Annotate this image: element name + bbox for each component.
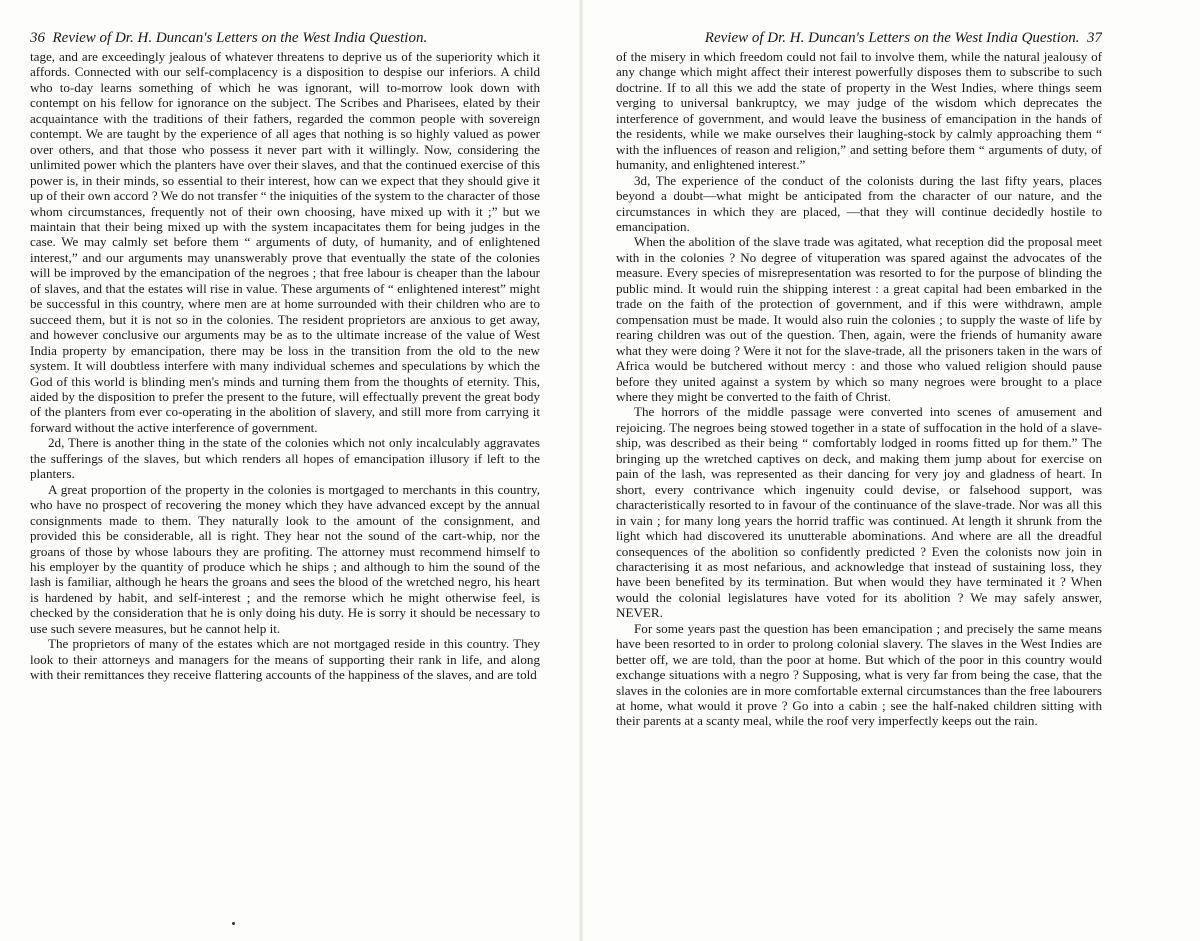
right-page-title [705,30,1102,47]
right-paragraph-3: When the abolition of the slave trade was agitated, what reception did the proposal meet with in the colonies ? No degree of vituperation was spared against the advocates of the measure. Every species of misrepresentation was resorted to for the purpose of blinding the public mind. It would ruin the shipping interest : a great capital had been embarked in the trade on the faith of the protection of government, and if this were withdrawn, ample compensation must be made. It would also ruin the colonies ; to supply the waste of life by rearing children was out of the question. Then, again, were the friends of humanity aware what they were doing ? Were it not for the slave-trade, all the prisoners taken in the wars of Africa would be butchered without mercy : and those who valued religion should pause before they united against a system by which so many negroes were brought to a place where they might be converted to the faith of Christ. [616,234,1102,404]
left-paragraph-1: tage, and are exceedingly jealous of whatever threatens to deprive us of the superiority which it affords. Connected with our self-complacency is a disposition to despise our inferiors. A child who to-day learns something of which he was ignorant, will to-morrow look down with contempt on his fellow for ignorance on the subject. The Scribes and Pharisees, elated by their acquaintance with the traditions of their fathers, regarded the common people with sovereign contempt. We are taught by the experience of all ages that nothing is so highly valued as power over others, and that those who possess it never part with it willingly. Now, considering the unlimited power which the planters have over their slaves, and that the continued exercise of this power is, in their minds, so essential to their interest, how can we expect that they should give it up of their own accord ? We do not transfer “ the iniquities of the system to the character of those whom circumstances, frequently not of their own choosing, have mixed up with it ;” but we maintain that their being mixed up with the system incapacitates them for being judges in the case. We may calmly set before them “ arguments of duty, of humanity, and of enlightened interest,” and our arguments may unanswerably prove that eventually the state of the colonies will be improved by the emancipation of the negroes ; that free labour is cheaper than the labour of slaves, and that the estates will rise in value. These arguments of “ enlightened interest” might be successful in this country, where men are at home surrounded with their children who are to succeed them, but it is not so in the colonies. The resident proprietors are anxious to get away, and however conclusive our arguments may be as to the ultimate increase of the value of West India property by emancipation, there may be loss in the transition from the old to the new system. It will doubtless interfere with many individual schemes and speculations by which the God of this world is blinding men's minds and turning them from the thoughts of eternity. This, aided by the disposition to prefer the present to the future, will effectually prevent the great body of the planters from ever co-operating in the abolition of slavery, and still more from carrying it forward without the active interference of government. [30,49,540,435]
left-paragraph-2: 2d, There is another thing in the state of the colonies which not only incalculably aggravates the sufferings of the slaves, but which renders all hopes of emancipation illusory if left to the planters. [30,435,540,482]
right-paragraph-4: The horrors of the middle passage were converted into scenes of amusement and rejoicing. The negroes being stowed together in a state of suffocation in the hold of a slave-ship, was described as their being “ comfortably lodged in rooms fitted up for them.” The bringing up the wretched captives on deck, and making them jump about for exercise on pain of the lash, was represented as their dancing for very joy and gladness of heart. In short, every contrivance which ingenuity could devise, or falsehood support, was characteristically resorted to in favour of the continuance of the slave-trade. Nor was all this in vain ; for many long years the horrid traffic was continued. At length it shrunk from the light which had discovered its unutterable abominations. And where are all the dreadful consequences of the abolition so confidently predicted ? Even the colonists now join in characterising it as most nefarious, and acknowledge that instead of sustaining loss, they have been benefited by its termination. But when would they have terminated it ? When would the colonial legislatures have voted for its abolition ? We may safely answer, NEVER. [616,404,1102,621]
right-running-title: Review of Dr. H. Duncan's Letters on the West India Question. [704,30,1080,46]
left-page [30,30,540,910]
left-page-title [30,30,427,47]
ink-speck [232,922,235,925]
right-running-header [616,30,1102,47]
left-page-number: 36 [30,30,45,46]
right-paragraph-2: 3d, The experience of the conduct of the colonists during the last fifty years, places beyond a doubt—what might be anticipated from the character of our nature, and the circumstances in which they are placed, —that they will continue decidedly hostile to emancipation. [616,172,1102,234]
left-paragraph-4: The proprietors of many of the estates which are not mortgaged reside in this country. They look to their attorneys and managers for the means of supporting their rank in life, and along with their remittances they receive flattering accounts of the happiness of the slaves, and are told [30,636,540,683]
right-page [616,30,1102,910]
left-running-header [30,30,540,47]
left-paragraph-3: A great proportion of the property in the colonies is mortgaged to merchants in this country, who have no prospect of recovering the money which they have advanced except by the annual consignments made to them. They naturally look to the amount of the consignment, and provided this be considerable, all is right. They hear not the sound of the cart-whip, nor the groans of those by whose labours they are profiting. The attorney must recommend himself to his employer by the quantity of produce which he ships ; and although to him the sound of the lash is familiar, although he hears the groans and sees the blood of the wretched negro, his heart is hardened by habit, and self-interest ; and the remorse which he might otherwise feel, is checked by the consideration that he is only doing his duty. He is sorry it should be necessary to use such severe measures, but he cannot help it. [30,481,540,636]
right-paragraph-5: For some years past the question has been emancipation ; and precisely the same means have been resorted to in order to prolong colonial slavery. The slaves in the West Indies are better off, we are told, than the poor at home. But which of the poor in this country would exchange situations with a negro ? Supposing, what is very far from being the case, that the slaves in the colonies are in more comfortable external circumstances than the free labourers at home, what would it prove ? Go into a cabin ; see the half-naked children sitting with their parents at a scanty meal, while the roof very imperfectly keeps out the rain. [616,620,1102,729]
book-gutter [578,0,584,941]
right-page-number: 37 [1087,30,1102,46]
left-running-title: Review of Dr. H. Duncan's Letters on the West India Question. [52,30,428,46]
right-paragraph-1: of the misery in which freedom could not fail to involve them, while the natural jealousy of any change which might affect their interest powerfully disposes them to subscribe to such doctrine. If to all this we add the state of property in the West Indies, where things seem verging to universal bankruptcy, we may judge of the wisdom which deprecates the interference of government, and would leave the business of emancipation in the hands of the residents, while we make ourselves their laughing-stock by calmly approaching them “ with the influences of reason and religion,” and setting before them “ arguments of duty, of humanity, and enlightened interest.” [616,49,1102,173]
